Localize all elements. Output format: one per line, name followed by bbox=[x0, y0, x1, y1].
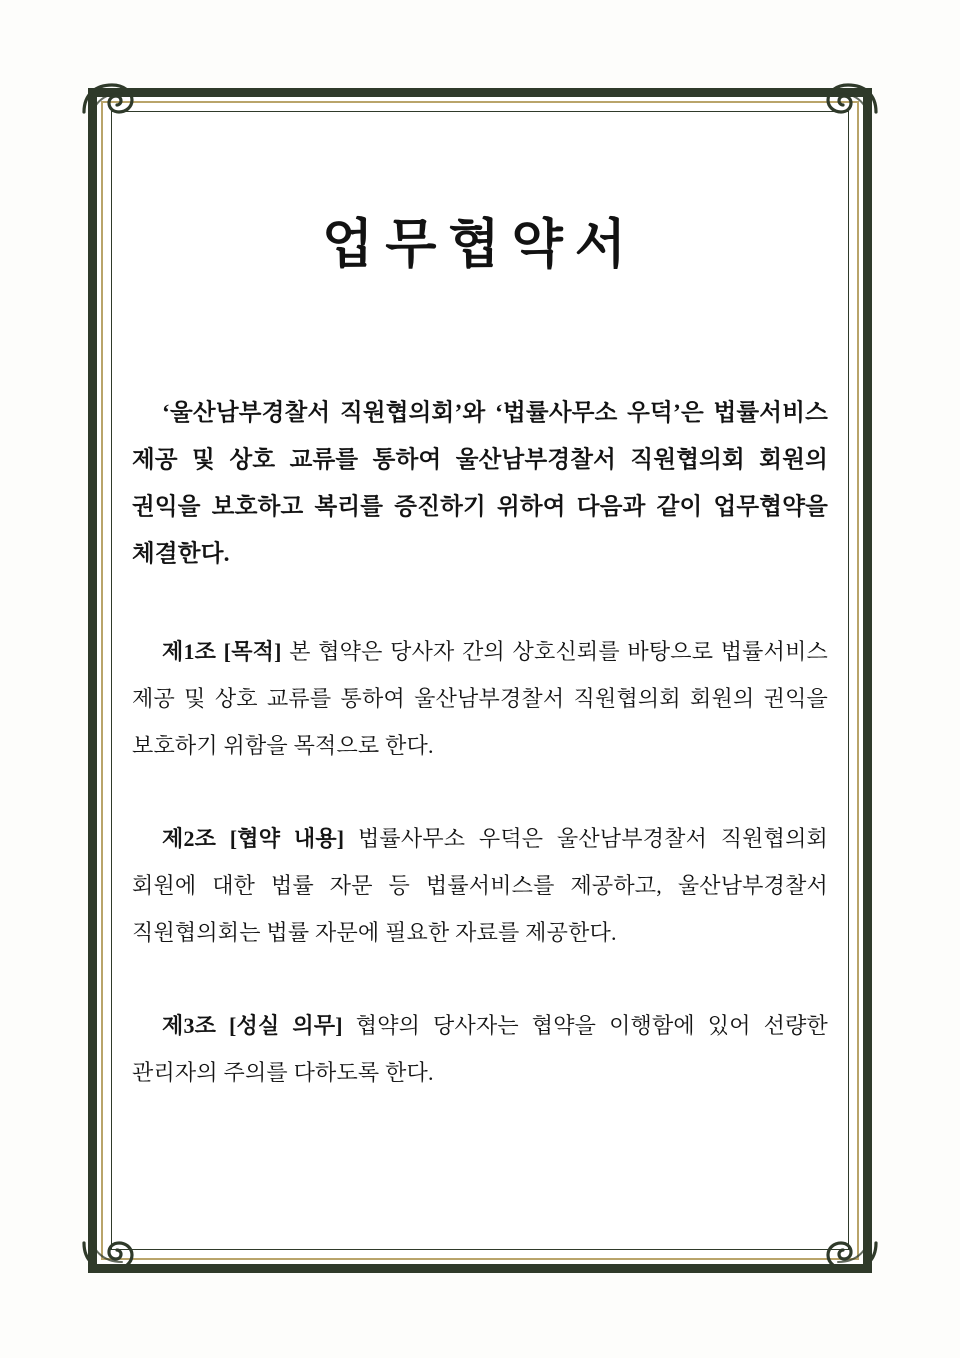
article-3-body: 협약의 당사자는 협약을 이행함에 있어 선량한 관리자의 주의를 다하도록 한다. bbox=[132, 1013, 828, 1085]
preamble-paragraph: ‘울산남부경찰서 직원협의회’와 ‘법률사무소 우덕’은 법률서비스 제공 및 상호 교류를 통하여 울산남부경찰서 직원협의회 회원의 권익을 보호하고 복리를 증진하기 위하여 다음과 같이 업무협약을 체결한다. bbox=[132, 400, 828, 567]
document-content bbox=[126, 150, 834, 1225]
article-3 bbox=[132, 1002, 828, 1096]
page-title: 업무협약서 bbox=[322, 213, 638, 275]
article-3-heading: 제3조 [성실 의무] bbox=[162, 1013, 343, 1038]
article-1-heading: 제1조 [목적] bbox=[162, 639, 282, 664]
article-1 bbox=[132, 628, 828, 769]
corner-flourish-icon bbox=[82, 82, 156, 140]
corner-flourish-icon bbox=[804, 82, 878, 140]
article-2-heading: 제2조 [협약 내용] bbox=[162, 826, 345, 851]
article-2-body: 법률사무소 우덕은 울산남부경찰서 직원협의회 회원에 대한 법률 자문 등 법률서비스를 제공하고, 울산남부경찰서 직원협의회는 법률 자문에 필요한 자료를 제공한다. bbox=[132, 826, 828, 945]
article-2 bbox=[132, 815, 828, 956]
article-1-body: 본 협약은 당사자 간의 상호신뢰를 바탕으로 법률서비스 제공 및 상호 교류를 통하여 울산남부경찰서 직원협의회 회원의 권익을 보호하기 위함을 목적으로 한다. bbox=[132, 639, 828, 758]
